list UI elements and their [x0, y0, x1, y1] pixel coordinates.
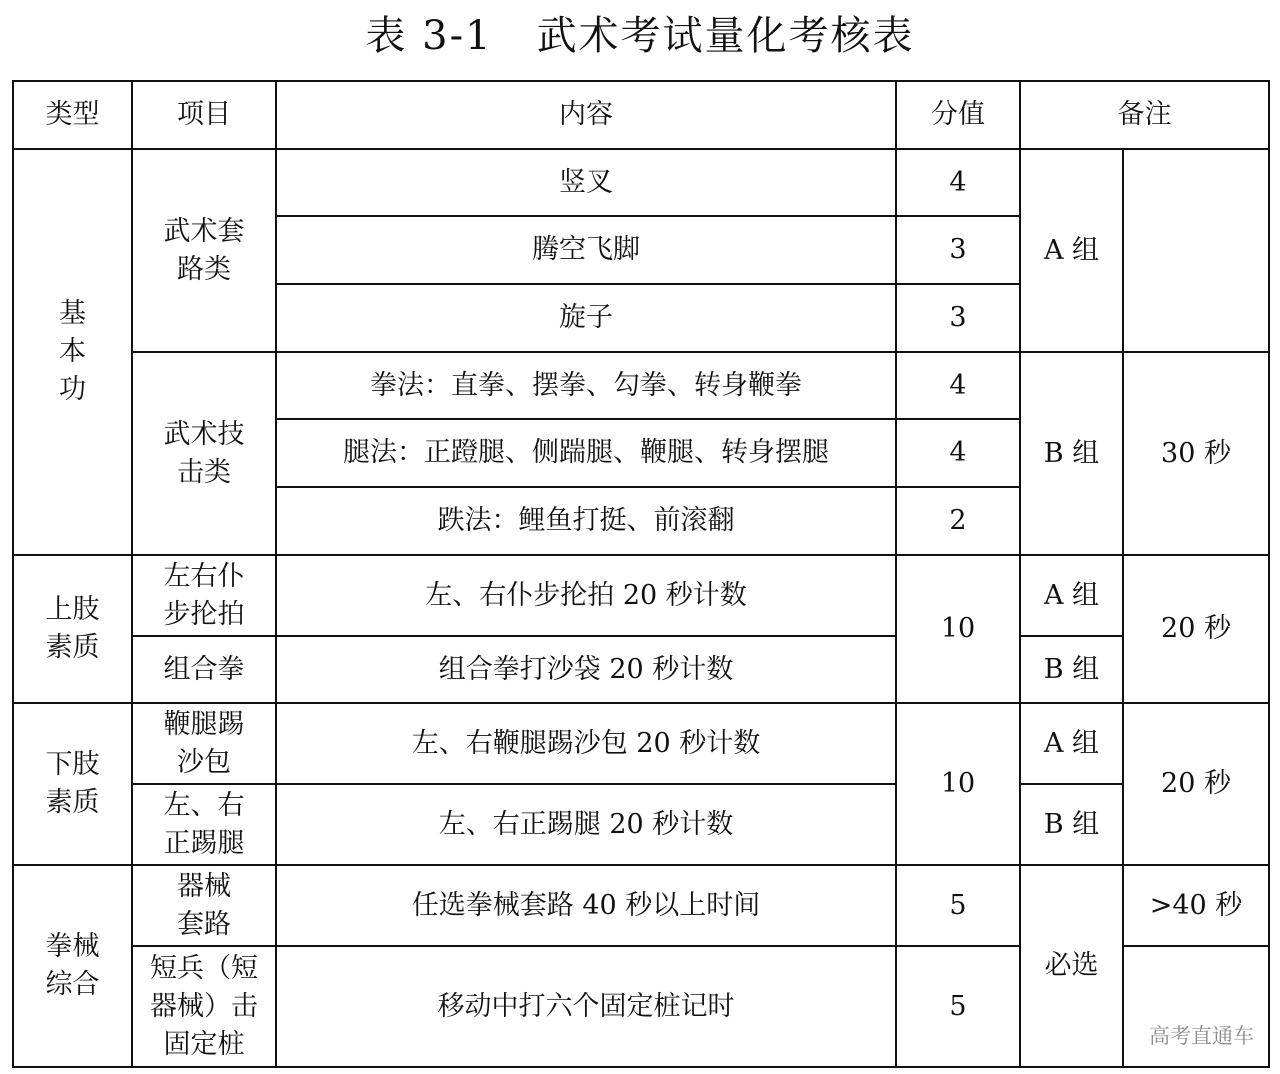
table-row: [13, 784, 1269, 865]
item-cell: 武术技击类: [132, 352, 276, 555]
score-cell: 4: [896, 419, 1020, 487]
content-cell: 拳法：直拳、摆拳、勾拳、转身鞭拳: [276, 352, 896, 419]
note-cell-empty: [1123, 149, 1269, 352]
assessment-table: [12, 80, 1270, 1068]
score-cell: 4: [896, 149, 1020, 216]
group-cell: B 组: [1020, 352, 1123, 555]
score-cell: 3: [896, 216, 1020, 284]
group-cell: A 组: [1020, 555, 1123, 636]
group-cell: A 组: [1020, 703, 1123, 784]
table-caption: [0, 8, 1280, 64]
item-cell: 组合拳: [132, 636, 276, 703]
type-cell: 拳械综合: [13, 865, 132, 1067]
time-cell: 20 秒: [1123, 555, 1269, 703]
group-cell: B 组: [1020, 636, 1123, 703]
content-cell: 左、右仆步抡拍 20 秒计数: [276, 555, 896, 636]
content-cell: 左、右正踢腿 20 秒计数: [276, 784, 896, 865]
table-title: 武术考试量化考核表: [536, 13, 915, 59]
content-cell: 左、右鞭腿踢沙包 20 秒计数: [276, 703, 896, 784]
time-cell: >40 秒: [1123, 865, 1269, 946]
table-row: [13, 149, 1269, 216]
table-row: [13, 865, 1269, 946]
group-cell: B 组: [1020, 784, 1123, 865]
score-cell: 5: [896, 946, 1020, 1067]
time-cell: 30 秒: [1123, 352, 1269, 555]
type-cell: 下肢素质: [13, 703, 132, 865]
content-cell: 腿法：正蹬腿、侧踹腿、鞭腿、转身摆腿: [276, 419, 896, 487]
item-cell: 器械套路: [132, 865, 276, 946]
item-cell: 鞭腿踢沙包: [132, 703, 276, 784]
item-cell: 短兵（短器械）击固定桩: [132, 946, 276, 1067]
content-cell: 移动中打六个固定桩记时: [276, 946, 896, 1067]
type-cell: 上肢素质: [13, 555, 132, 703]
content-cell: 竖叉: [276, 149, 896, 216]
header-row: [13, 81, 1269, 149]
header-item: 项目: [132, 81, 276, 149]
table-row: [13, 636, 1269, 703]
header-type: 类型: [13, 81, 132, 149]
header-content: 内容: [276, 81, 896, 149]
header-score: 分值: [896, 81, 1020, 149]
item-cell: 武术套路类: [132, 149, 276, 352]
score-cell: 10: [896, 703, 1020, 865]
item-cell: 左右仆步抡拍: [132, 555, 276, 636]
score-cell: 4: [896, 352, 1020, 419]
group-cell: A 组: [1020, 149, 1123, 352]
item-cell: 左、右正踢腿: [132, 784, 276, 865]
header-note: 备注: [1020, 81, 1269, 149]
type-cell: 基本功: [13, 149, 132, 555]
content-cell: 组合拳打沙袋 20 秒计数: [276, 636, 896, 703]
table-row: [13, 555, 1269, 636]
score-cell: 10: [896, 555, 1020, 703]
table-row: [13, 352, 1269, 419]
score-cell: 5: [896, 865, 1020, 946]
content-cell: 腾空飞脚: [276, 216, 896, 284]
table-number: 表 3-1: [365, 13, 493, 59]
score-cell: 3: [896, 284, 1020, 352]
content-cell: 跌法：鲤鱼打挺、前滚翻: [276, 487, 896, 555]
content-cell: 任选拳械套路 40 秒以上时间: [276, 865, 896, 946]
watermark: 高考直通车: [1149, 1024, 1254, 1048]
group-cell: 必选: [1020, 865, 1123, 1067]
time-cell: 20 秒: [1123, 703, 1269, 865]
content-cell: 旋子: [276, 284, 896, 352]
table-row: [13, 703, 1269, 784]
score-cell: 2: [896, 487, 1020, 555]
